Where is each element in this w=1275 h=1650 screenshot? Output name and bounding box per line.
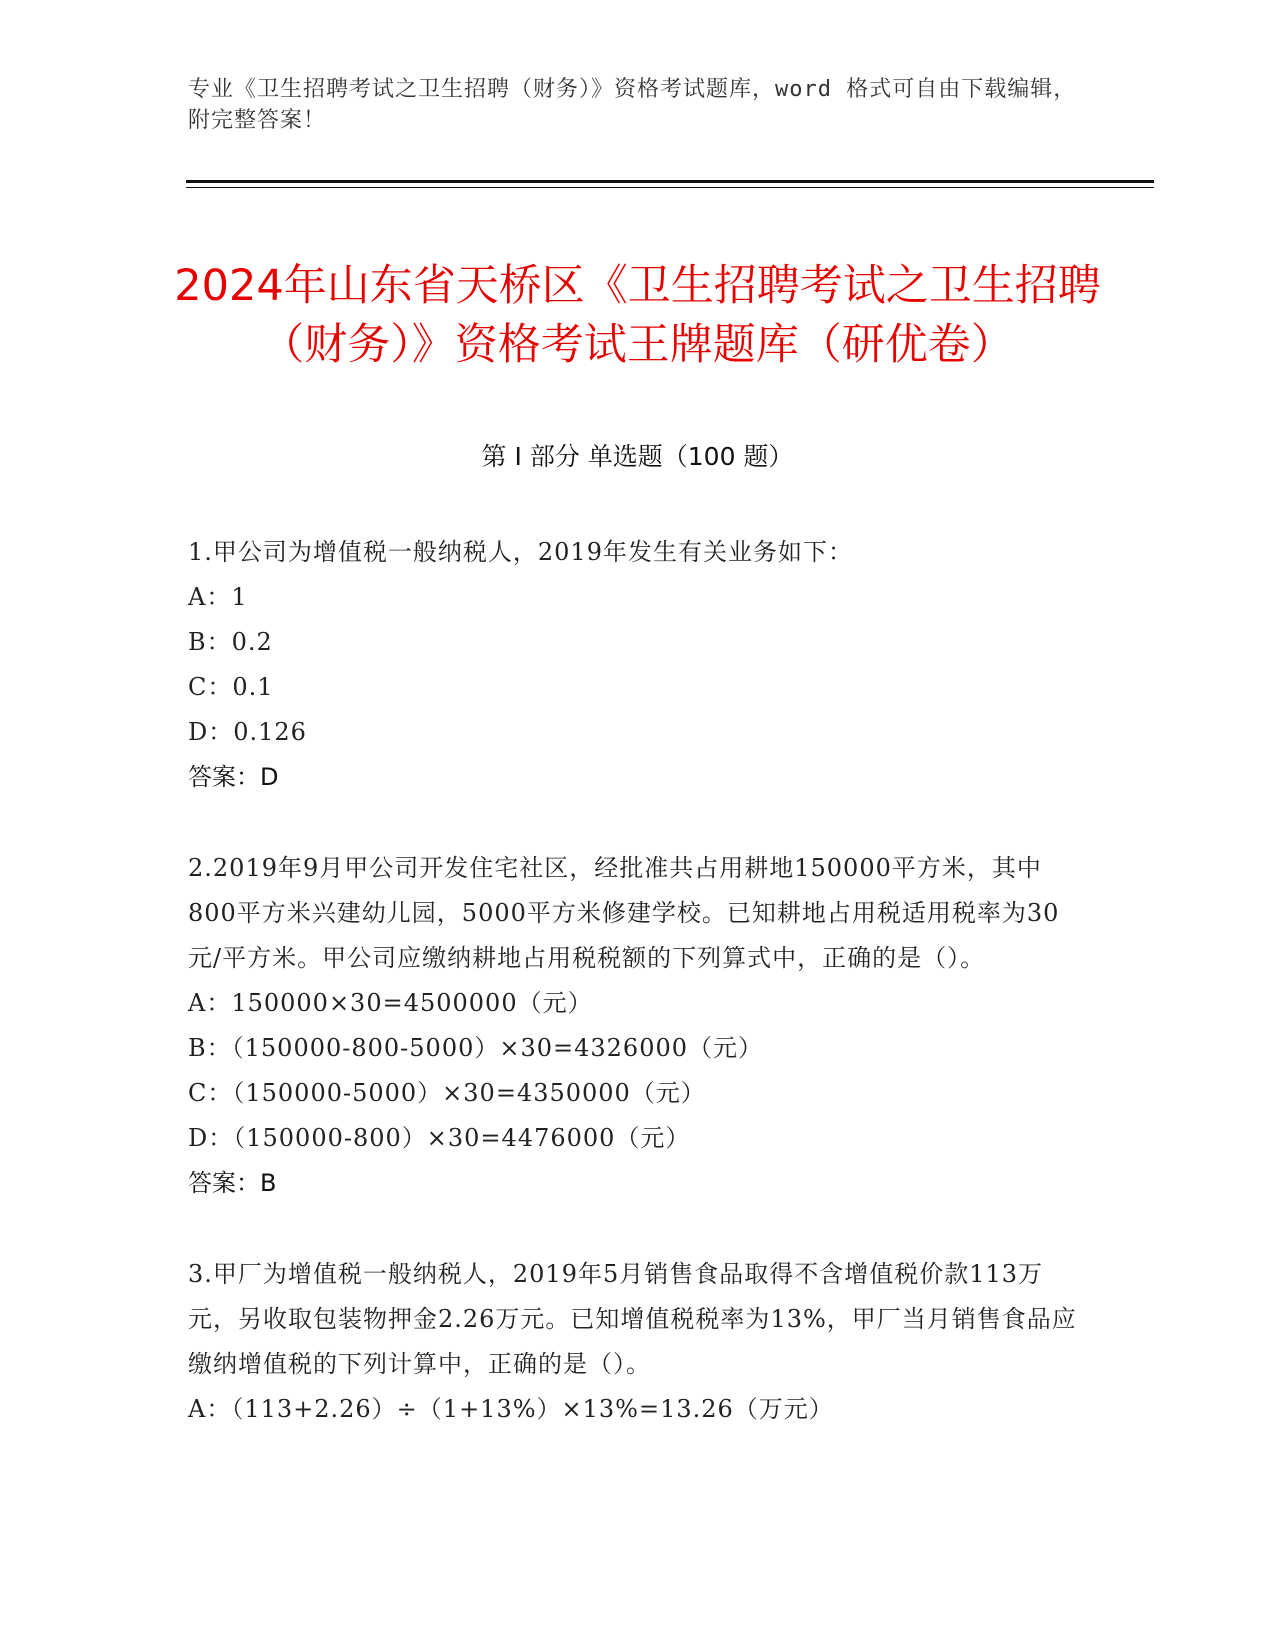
option-d: D：0.126 [188,718,307,746]
section-title: 第 I 部分 单选题（100 题） [481,442,794,471]
header-note: 专业《卫生招聘考试之卫生招聘（财务）》资格考试题库，word 格式可自由下载编辑，附完整答案！ [188,77,1077,133]
option-a: A：150000×30=4500000（元） [188,989,593,1017]
option-b: B：（150000-800-5000）×30=4326000（元） [188,1034,764,1062]
question-stem: 2.2019年9月甲公司开发住宅社区，经批准共占用耕地150000平方米，其中800平方米兴建幼儿园，5000平方米修建学校。已知耕地占用税适用税率为30元/平方米。甲公司应缴纳耕地占用税税额的下列算式中，正确的是（）。 [188,854,1060,972]
question-1 [188,530,1088,800]
question-stem: 1.甲公司为增值税一般纳税人，2019年发生有关业务如下： [188,538,853,566]
answer: 答案：B [188,1169,277,1197]
question-2 [188,846,1088,1206]
option-a: A：（113+2.26）÷（1+13%）×13%=13.26（万元） [188,1395,834,1423]
header-rule-thick [186,180,1154,183]
option-c: C：0.1 [188,673,274,701]
question-3 [188,1252,1088,1432]
option-b: B：0.2 [188,628,273,656]
option-d: D：（150000-800）×30=4476000（元） [188,1124,691,1152]
document-title: 2024年山东省天桥区《卫生招聘考试之卫生招聘（财务）》资格考试王牌题库（研优卷） [174,260,1101,370]
question-list [188,530,1088,1478]
header-rule-thin [186,187,1154,188]
question-stem: 3.甲厂为增值税一般纳税人，2019年5月销售食品取得不含增值税价款113万元，另收取包装物押金2.26万元。已知增值税税率为13%，甲厂当月销售食品应缴纳增值税的下列计算中，正确的是（）。 [188,1260,1077,1378]
answer: 答案：D [188,763,279,791]
option-c: C：（150000-5000）×30=4350000（元） [188,1079,706,1107]
option-a: A：1 [188,583,248,611]
